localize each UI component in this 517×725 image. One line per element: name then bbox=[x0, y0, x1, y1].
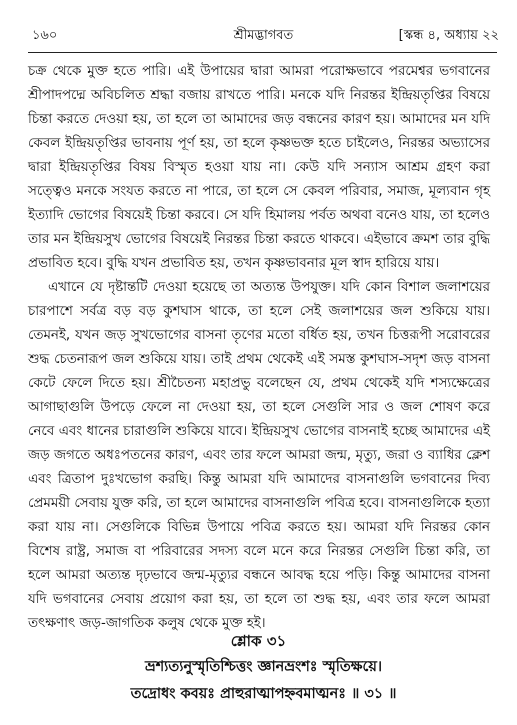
book-title: শ্রীমদ্ভাগবত bbox=[233, 28, 294, 43]
page-header bbox=[22, 26, 505, 46]
section-reference: [স্কন্ধ ৪, অধ্যায় ২২ bbox=[398, 28, 499, 43]
verse-line-2: তদ্রোধং কবয়ঃ প্রাহুরাত্মাপহ্নবমাত্মনঃ ॥ ৩১ ॥ bbox=[130, 686, 397, 702]
verse-title: শ্লোক ৩১ bbox=[230, 632, 287, 650]
paragraph: চক্র থেকে মুক্ত হতে পারি। এই উপায়ের দ্বারা আমরা পরোক্ষভাবে পরমেশ্বর ভগবানের শ্রীপাদপদ্মে অবিচলিত শ্রদ্ধা বজায় রাখতে পারি। মনকে যদি নিরন্তর ইন্দ্রিয়তৃপ্তির বিষয়ে চিন্তা করতে দেওয়া হয়, তা হলে তা আমাদের জড় বন্ধনের কারণ হয়। আমাদের মন যদি কেবল ইন্দ্রিয়তৃপ্তির ভাবনায় পূর্ণ হয়, তা হলে কৃষ্ণভক্ত হতে চাইলেও, নিরন্তর অভ্যাসের দ্বারা ইন্দ্রিয়তৃপ্তির বিষয় বিস্মৃত হওয়া যায় না। কেউ যদি সন্যাস আশ্রম গ্রহণ করা সত্ত্বেও মনকে সংযত করতে না পারে, তা হলে সে কেবল পরিবার, সমাজ, মূল্যবান গৃহ ইত্যাদি ভোগের বিষয়েই চিন্তা করবে। সে যদি হিমালয় পর্বত অথবা বনেও যায়, তা হলেও তার মন ইন্দ্রিয়সুখ ভোগের বিষয়েই নিরন্তর চিন্তা করতে থাকবে। এইভাবে ক্রমশ তার বুদ্ধি প্রভাবিত হবে। বুদ্ধি যখন প্রভাবিত হয়, তখন কৃষ্ণভাবনার মূল স্বাদ হারিয়ে যায়। bbox=[28, 64, 490, 271]
header-rule bbox=[28, 52, 497, 53]
paragraph: এখানে যে দৃষ্টান্তটি দেওয়া হয়েছে তা অত্যন্ত উপযুক্ত। যদি কোন বিশাল জলাশয়ের চারপাশে সর্বত্র বড় বড় কুশঘাস থাকে, তা হলে সেই জলাশয়ের জল শুকিয়ে যায়। তেমনই, যখন জড় সুখভোগের বাসনা তৃণের মতো বর্ধিত হয়, তখন চিত্তরূপী সরোবরের শুদ্ধ চেতনারূপ জল শুকিয়ে যায়। তাই প্রথম থেকেই এই সমস্ত কুশঘাস-সদৃশ জড় বাসনা কেটে ফেলে দিতে হয়। শ্রীচৈতন্য মহাপ্রভু বলেছেন যে, প্রথম থেকেই যদি শস্যক্ষেত্রের আগাছাগুলি উপড়ে ফেলে না দেওয়া হয়, তা হলে সেগুলি সার ও জল শোষণ করে নেবে এবং ধানের চারাগুলি শুকিয়ে যাবে। ইন্দ্রিয়সুখ ভোগের বাসনাই হচ্ছে আমাদের এই জড় জগতে অধঃপতনের কারণ, এবং তার ফলে আমরা জন্ম, মৃত্যু, জরা ও ব্যাধির ক্লেশ এবং ত্রিতাপ দুঃখভোগ করছি। কিন্তু আমরা যদি আমাদের বাসনাগুলি ভগবানের দিব্য প্রেমময়ী সেবায় যুক্ত করি, তা হলে আমাদের বাসনাগুলি পবিত্র হবে। বাসনাগুলিকে হত্যা করা যায় না। সেগুলিকে বিভিন্ন উপায়ে পবিত্র করতে হয়। আমরা যদি নিরন্তর কোন বিশেষ রাষ্ট্র, সমাজ বা পরিবারের সদস্য বলে মনে করে নিরন্তর সেগুলি চিন্তা করি, তা হলে আমরা অত্যন্ত দৃঢ়ভাবে জন্ম-মৃত্যুর বন্ধনে আবদ্ধ হয়ে পড়ি। কিন্তু আমাদের বাসনা যদি ভগবানের সেবায় প্রয়োগ করা হয়, তা হলে তা শুদ্ধ হয়, এবং তার ফলে আমরা তৎক্ষণাৎ জড়-জাগতিক কলুষ থেকে মুক্ত হই। bbox=[28, 280, 490, 631]
body-text bbox=[28, 60, 490, 636]
page-number: ১৬০ bbox=[32, 28, 58, 43]
verse-line-1: ভ্রশ্যত্যনুস্মৃতিশ্চিত্তং জ্ঞানভ্রংশঃ স্মৃতিক্ষয়ে। bbox=[144, 659, 383, 675]
